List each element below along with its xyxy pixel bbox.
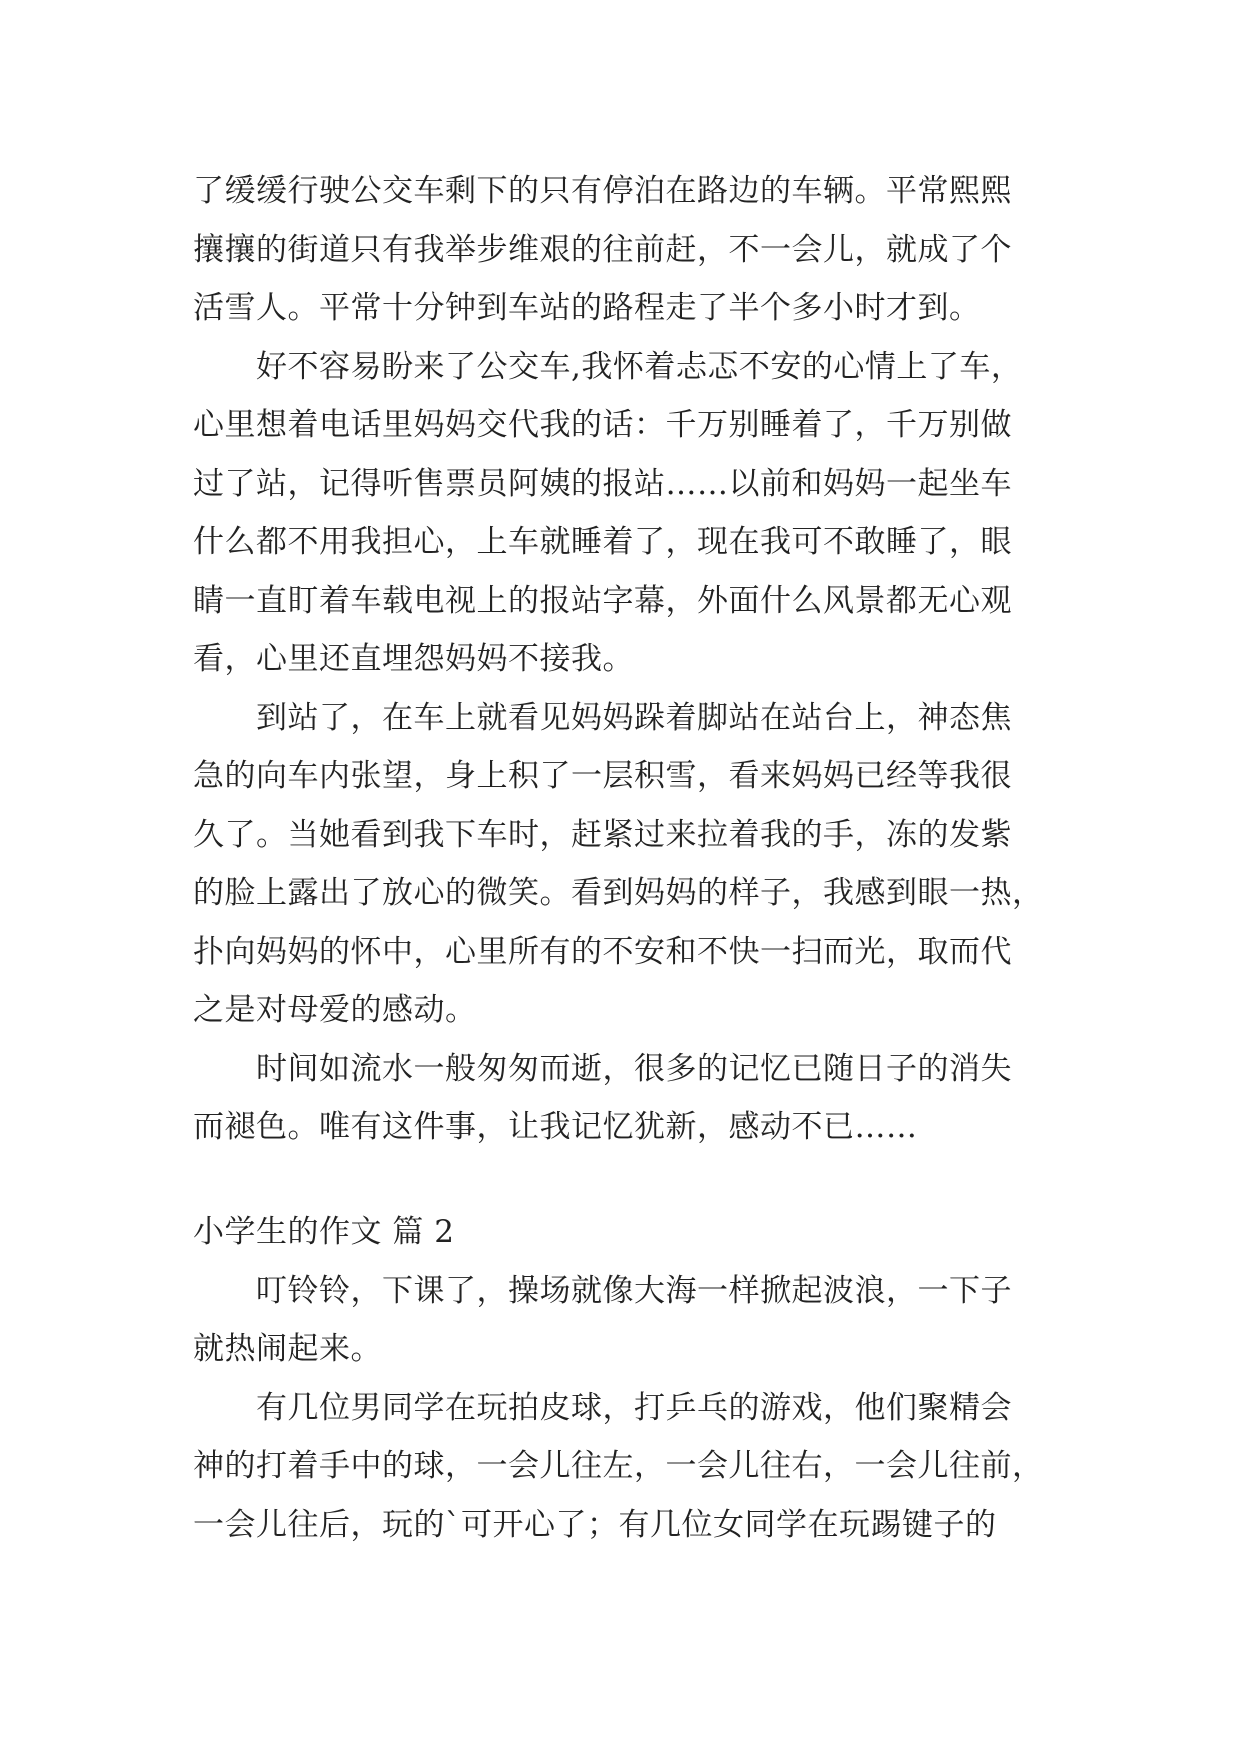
text-line: 的脸上露出了放心的微笑。看到妈妈的样子，我感到眼一热， <box>193 875 1044 911</box>
text-line: 了缓缓行驶公交车剩下的只有停泊在路边的车辆。平常熙熙 <box>193 173 1012 209</box>
text-line: 扑向妈妈的怀中，心里所有的不安和不快一扫而光，取而代 <box>193 934 1012 970</box>
paragraph-start-line: 时间如流水一般匆匆而逝，很多的记忆已随日子的消失 <box>256 1051 1012 1087</box>
paragraph-start-line: 好不容易盼来了公交车,我怀着忐忑不安的心情上了车， <box>256 349 1023 385</box>
paragraph-start-line: 到站了，在车上就看见妈妈跺着脚站在站台上，神态焦 <box>256 700 1012 736</box>
text-line: 活雪人。平常十分钟到车站的路程走了半个多小时才到。 <box>193 290 981 326</box>
text-line: 一会儿往后，玩的`可开心了；有几位女同学在玩踢键子的 <box>193 1507 997 1543</box>
paragraph-start-line: 叮铃铃，下课了，操场就像大海一样掀起波浪，一下子 <box>256 1273 1012 1309</box>
text-line: 攘攘的街道只有我举步维艰的往前赶，不一会儿，就成了个 <box>193 232 1012 268</box>
text-line: 之是对母爱的感动。 <box>193 992 477 1028</box>
text-line: 什么都不用我担心，上车就睡着了，现在我可不敢睡了，眼 <box>193 524 1012 560</box>
text-line: 急的向车内张望，身上积了一层积雪，看来妈妈已经等我很 <box>193 758 1012 794</box>
paragraph-start-line: 有几位男同学在玩拍皮球，打乒乓的游戏，他们聚精会 <box>256 1390 1012 1426</box>
text-line: 看，心里还直埋怨妈妈不接我。 <box>193 641 634 677</box>
text-line: 心里想着电话里妈妈交代我的话：千万别睡着了，千万别做 <box>193 407 1012 443</box>
text-line: 神的打着手中的球，一会儿往左，一会儿往右，一会儿往前， <box>193 1448 1044 1484</box>
section-heading: 小学生的作文 篇 2 <box>193 1214 455 1250</box>
text-line: 过了站，记得听售票员阿姨的报站……以前和妈妈一起坐车 <box>193 466 1012 502</box>
text-line: 而褪色。唯有这件事，让我记忆犹新，感动不已…… <box>193 1109 918 1145</box>
text-line: 就热闹起来。 <box>193 1331 382 1367</box>
text-line: 久了。当她看到我下车时，赶紧过来拉着我的手，冻的发紫 <box>193 817 1012 853</box>
text-line: 睛一直盯着车载电视上的报站字幕，外面什么风景都无心观 <box>193 583 1012 619</box>
